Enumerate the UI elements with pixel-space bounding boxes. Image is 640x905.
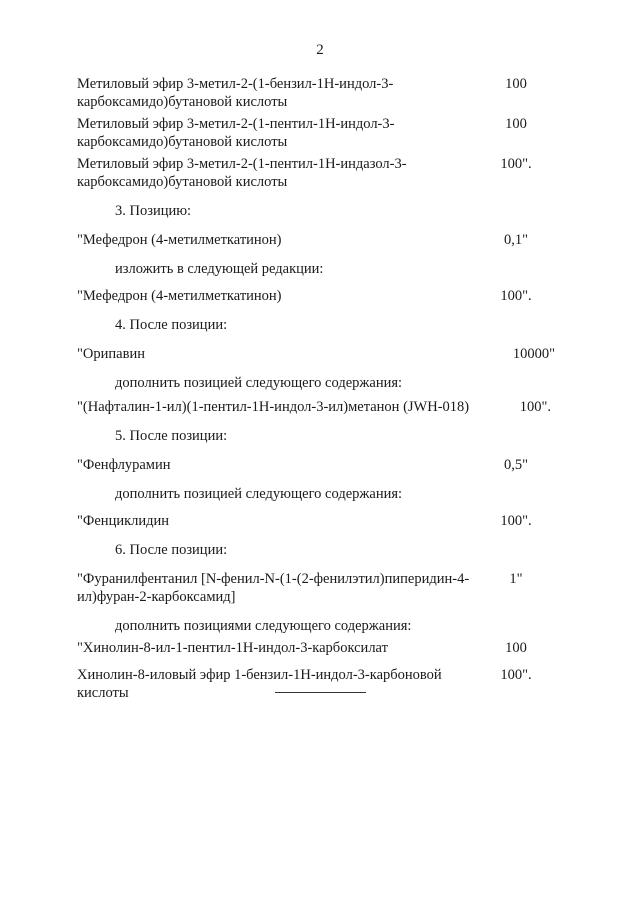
- item-4-heading: 4. После позиции:: [115, 317, 228, 333]
- substance-row: [77, 231, 555, 249]
- substance-value: 0,5": [503, 457, 529, 473]
- item-4-instruction: дополнить позицией следующего содержания:: [115, 375, 403, 391]
- substance-value: 10000": [512, 346, 555, 362]
- substance-row: [77, 512, 555, 530]
- substance-value: 100: [505, 640, 527, 656]
- substance-name: "Хинолин-8-ил-1-пентил-1Н-индол-3-карбоксилат: [77, 640, 388, 656]
- substance-row: [77, 456, 555, 474]
- substance-row: [77, 398, 555, 416]
- substance-row: [77, 287, 555, 305]
- item-5-instruction: дополнить позицией следующего содержания:: [115, 486, 403, 502]
- substance-value: 100".: [500, 513, 532, 529]
- substance-row: [77, 639, 555, 657]
- substance-name: Метиловый эфир 3-метил-2-(1-бензил-1Н-индол-3-карбоксамидо)бутановой кислоты: [77, 76, 394, 110]
- substance-value: 100".: [500, 156, 532, 172]
- page-number: 2: [316, 42, 324, 58]
- substance-row: [77, 345, 555, 363]
- substance-name: "Орипавин: [77, 346, 145, 362]
- substance-row: [77, 155, 555, 191]
- substance-name: "Мефедрон (4-метилметкатинон): [77, 232, 282, 248]
- substance-name: Метиловый эфир 3-метил-2-(1-пентил-1Н-индол-3-карбоксамидо)бутановой кислоты: [77, 116, 395, 150]
- substance-name: "Фуранилфентанил [N-фенил-N-(1-(2-фенилэтил)пиперидин-4-ил)фуран-2-карбоксамид]: [77, 571, 470, 605]
- item-6-heading: 6. После позиции:: [115, 542, 228, 558]
- substance-name: "(Нафталин-1-ил)(1-пентил-1Н-индол-3-ил)метанон (JWH-018): [77, 399, 470, 415]
- footer-divider: [275, 692, 366, 693]
- substance-name: Хинолин-8-иловый эфир 1-бензил-1Н-индол-3-карбоновой кислоты: [77, 667, 442, 701]
- substance-value: 100: [505, 116, 527, 132]
- item-3-instruction: изложить в следующей редакции:: [115, 261, 324, 277]
- substance-value: 100".: [500, 288, 532, 304]
- substance-value: 100: [505, 76, 527, 92]
- substance-row: [77, 570, 555, 606]
- substance-row: [77, 115, 555, 151]
- substance-row: [77, 75, 555, 111]
- substance-row: [77, 666, 555, 702]
- substance-name: "Мефедрон (4-метилметкатинон): [77, 288, 282, 304]
- substance-value: 100".: [519, 399, 551, 415]
- substance-value: 100".: [500, 667, 532, 683]
- substance-name: Метиловый эфир 3-метил-2-(1-пентил-1Н-индазол-3-карбоксамидо)бутановой кислоты: [77, 156, 407, 190]
- item-6-instruction: дополнить позициями следующего содержания:: [115, 618, 412, 634]
- substance-name: "Фенфлурамин: [77, 457, 171, 473]
- item-5-heading: 5. После позиции:: [115, 428, 228, 444]
- substance-value: 0,1": [503, 232, 529, 248]
- substance-name: "Фенциклидин: [77, 513, 170, 529]
- substance-value: 1": [509, 571, 523, 587]
- document-body: [77, 75, 555, 702]
- item-3-heading: 3. Позицию:: [115, 203, 192, 219]
